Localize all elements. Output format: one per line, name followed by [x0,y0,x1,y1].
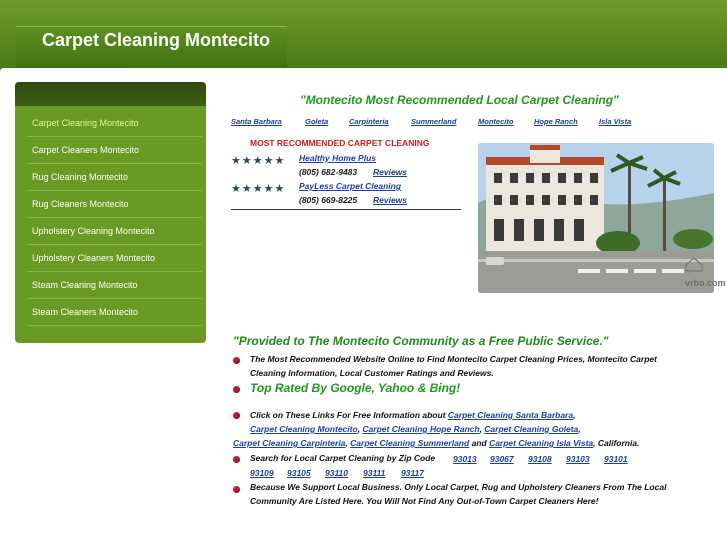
city-link-carpinteria[interactable]: Carpinteria [349,117,389,126]
link-carpet-cleaning-montecito[interactable]: Carpet Cleaning Montecito [250,424,358,434]
link-carpet-cleaning-goleta[interactable]: Carpet Cleaning Goleta [484,424,579,434]
photo-watermark: vrbo.com [685,278,726,288]
city-link-montecito[interactable]: Montecito [478,117,514,126]
reviews-link[interactable]: Reviews [373,167,408,177]
sidebar-header [15,82,206,106]
sidebar-nav [27,110,202,326]
zip-link-93117[interactable]: 93117 [401,468,425,478]
sidebar-item-rug-cleaners[interactable]: Rug Cleaners Montecito [27,191,202,218]
rating-stars-icon: ★★★★★ [231,183,286,195]
business-phone: (805) 669-8225 [299,195,358,205]
bullet-icon [233,412,240,419]
business-phone: (805) 682-9483 [299,167,358,177]
main-heading: "Montecito Most Recommended Local Carpet Cleaning" [300,93,619,107]
sidebar-item-upholstery-cleaning[interactable]: Upholstery Cleaning Montecito [27,218,202,245]
bullet-icon [233,486,240,493]
building-photo-illustration [478,143,714,293]
rating-stars-icon: ★★★★★ [231,155,286,167]
bullet-intro [250,352,720,380]
sidebar [15,82,206,343]
city-link-santa-barbara[interactable]: Santa Barbara [231,117,282,126]
zip-link-93067[interactable]: 93067 [490,454,514,464]
sidebar-item-steam-cleaning[interactable]: Steam Cleaning Montecito [27,272,202,299]
bullet-icon [233,357,240,364]
bullet-icon [233,456,240,463]
bullet-local-business [250,480,720,508]
bullet-intro-line1: The Most Recommended Website Online to Find Montecito Carpet Cleaning Prices, Montecito Carpet [250,354,657,364]
city-link-isla-vista[interactable]: Isla Vista [599,117,632,126]
bullet-links-row3: Carpet Cleaning Carpinteria, Carpet Cleaning Summerland and Carpet Cleaning Isla Vista, California. [233,438,640,448]
zip-link-93103[interactable]: 93103 [566,454,590,464]
site-title[interactable]: Carpet Cleaning Montecito [42,30,271,50]
zip-link-93013[interactable]: 93013 [453,454,477,464]
zip-link-93101[interactable]: 93101 [604,454,628,464]
bullet-intro-line2: Cleaning Information, Local Customer Ratings and Reviews. [250,368,494,378]
zip-code-links [250,451,720,481]
zip-link-93108[interactable]: 93108 [528,454,552,464]
local-business-line2: Community Are Listed Here. You Will Not Find Any Out-of-Town Carpet Cleaners Here! [250,496,599,506]
link-carpet-cleaning-santa-barbara[interactable]: Carpet Cleaning Santa Barbara [447,410,574,420]
sidebar-item-carpet-cleaning[interactable]: Carpet Cleaning Montecito [27,110,202,137]
zip-search-label: Search for Local Carpet Cleaning by Zip Code [250,453,436,463]
link-carpet-cleaning-summerland[interactable]: Carpet Cleaning Summerland [350,438,470,448]
local-business-line1: Because We Support Local Business. Only Local Carpet, Rug and Upholstery Cleaners From The Local [250,482,667,492]
bullet-links-suffix: , California. [593,438,640,448]
reviews-link[interactable]: Reviews [373,195,408,205]
bullet-links-and: and [471,438,487,448]
listing-divider [231,209,461,210]
bullet-icon [233,386,240,393]
bullet-links-prefix: Click on These Links For Free Information about [250,410,446,420]
sidebar-item-carpet-cleaners[interactable]: Carpet Cleaners Montecito [27,137,202,164]
sidebar-item-rug-cleaning[interactable]: Rug Cleaning Montecito [27,164,202,191]
zip-link-93111[interactable]: 93111 [363,468,386,478]
zip-link-93109[interactable]: 93109 [250,468,274,478]
recommended-title: MOST RECOMMENDED CARPET CLEANING [250,138,430,148]
public-service-heading: "Provided to The Montecito Community as a Free Public Service." [233,334,609,348]
link-carpet-cleaning-isla-vista[interactable]: Carpet Cleaning Isla Vista [489,438,594,448]
zip-link-93105[interactable]: 93105 [287,468,311,478]
business-link-healthy-home-plus[interactable]: Healthy Home Plus [299,153,376,163]
link-carpet-cleaning-carpinteria[interactable]: Carpet Cleaning Carpinteria [233,438,346,448]
montecito-photo [478,143,714,293]
city-link-goleta[interactable]: Goleta [305,117,329,126]
sidebar-item-steam-cleaners[interactable]: Steam Cleaners Montecito [27,299,202,326]
city-link-summerland[interactable]: Summerland [411,117,457,126]
top-rated-text: Top Rated By Google, Yahoo & Bing! [250,381,461,395]
city-link-hope-ranch[interactable]: Hope Ranch [534,117,578,126]
sidebar-item-upholstery-cleaners[interactable]: Upholstery Cleaners Montecito [27,245,202,272]
bullet-links-row2: Carpet Cleaning Montecito, Carpet Cleaning Hope Ranch, Carpet Cleaning Goleta, [250,424,581,434]
business-link-payless-carpet-cleaning[interactable]: PayLess Carpet Cleaning [299,181,402,191]
link-carpet-cleaning-hope-ranch[interactable]: Carpet Cleaning Hope Ranch [362,424,480,434]
zip-link-93110[interactable]: 93110 [325,468,349,478]
bullet-links: Click on These Links For Free Information about Carpet Cleaning Santa Barbara, [250,410,576,420]
